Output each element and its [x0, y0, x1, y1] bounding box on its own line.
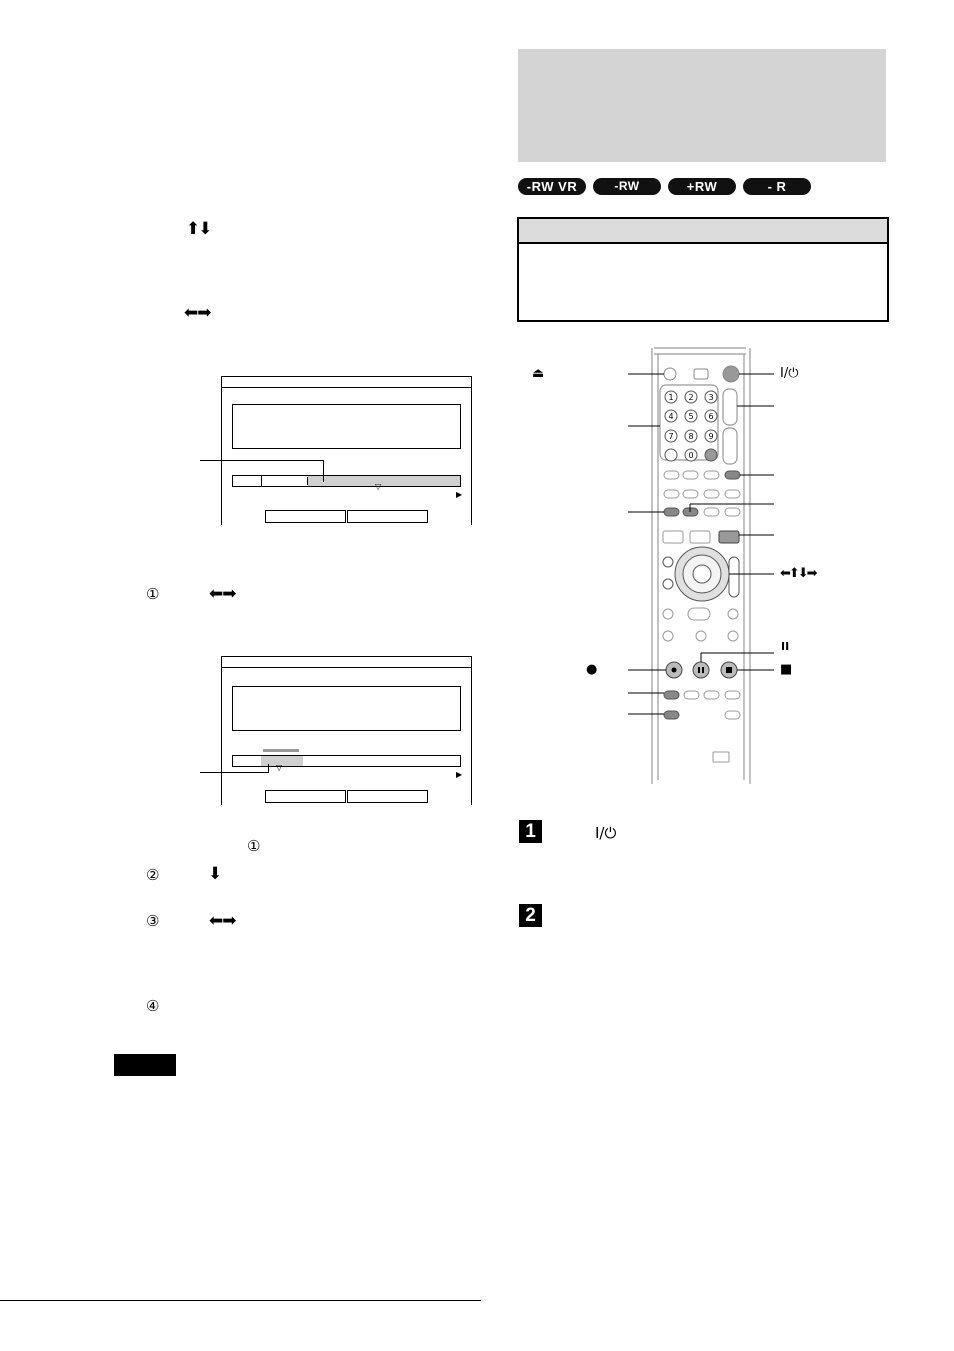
- arrows-icon: ⬅⬆⬇➡: [780, 566, 816, 581]
- step-circle-1: ①: [146, 585, 160, 603]
- notes-tab: [114, 1054, 176, 1076]
- disc-badge-r: - R: [743, 178, 811, 195]
- svg-text:9: 9: [708, 432, 714, 441]
- osd-screen-1: [221, 376, 472, 525]
- footer-rule: [0, 1300, 481, 1301]
- osd-button-right: [347, 510, 428, 523]
- svg-text:3: 3: [708, 393, 714, 402]
- step-number-2: 2: [519, 904, 542, 927]
- osd-cursor-icon: ▽: [276, 763, 283, 772]
- svg-text:2: 2: [688, 393, 694, 402]
- osd-cursor-icon: ▽: [375, 482, 382, 491]
- power-button: [723, 366, 739, 382]
- osd-button-left: [265, 790, 346, 803]
- pause-icon: II: [781, 640, 790, 653]
- svg-text:8: 8: [688, 432, 694, 441]
- osd-timeline-bar: [232, 475, 461, 487]
- arrow-left-right-icon: ⬅➡: [209, 584, 236, 604]
- svg-text:4: 4: [668, 412, 674, 421]
- svg-text:0: 0: [688, 451, 694, 460]
- step-number-1: 1: [519, 820, 542, 843]
- leader-line: [323, 460, 324, 482]
- disc-badge-rw-vr: -RW VR: [518, 178, 586, 195]
- step-circle-4: ④: [146, 997, 160, 1015]
- notice-box: [517, 217, 889, 322]
- leader-line: [200, 772, 269, 773]
- arrow-left-right-icon: ⬅➡: [209, 911, 236, 931]
- osd-timeline-bar: [232, 755, 461, 767]
- stop-icon: ■: [780, 662, 793, 677]
- record-icon: ●: [586, 662, 598, 677]
- osd-next-arrow-icon: ▶: [456, 770, 463, 779]
- osd-next-arrow-icon: ▶: [456, 490, 463, 499]
- svg-text:1: 1: [668, 393, 674, 402]
- osd-message-area: [232, 404, 461, 449]
- svg-text:7: 7: [668, 432, 674, 441]
- power-icon: I/⏻: [780, 366, 799, 381]
- svg-text:6: 6: [708, 412, 714, 421]
- osd-title-bar: [222, 657, 471, 668]
- step-circle-3: ③: [146, 912, 160, 930]
- osd-message-area: [232, 686, 461, 731]
- osd-title-bar: [222, 377, 471, 388]
- leader-line: [268, 764, 269, 773]
- eject-icon: ⏏: [532, 366, 545, 381]
- osd-button-left: [265, 510, 346, 523]
- arrow-down-icon: ⬇: [208, 864, 223, 884]
- remote-illustration: [520, 340, 850, 790]
- disc-badge-rw-video: -RW VIDEO: [593, 178, 661, 195]
- section-header-box: [518, 49, 886, 162]
- disc-badge-plus-rw: +RW: [668, 178, 736, 195]
- power-symbol-icon: I/⏻: [595, 824, 617, 842]
- osd-button-right: [347, 790, 428, 803]
- step-circle-ref: ①: [247, 837, 261, 855]
- arrow-up-down-icon: ⬆⬇: [186, 219, 211, 239]
- notice-box-header: [519, 219, 887, 244]
- svg-text:5: 5: [688, 412, 694, 421]
- leader-line: [200, 460, 324, 461]
- osd-screen-2: [221, 656, 472, 805]
- arrow-left-right-icon: ⬅➡: [184, 303, 211, 323]
- eject-button: [664, 368, 676, 380]
- step-circle-2: ②: [146, 866, 160, 884]
